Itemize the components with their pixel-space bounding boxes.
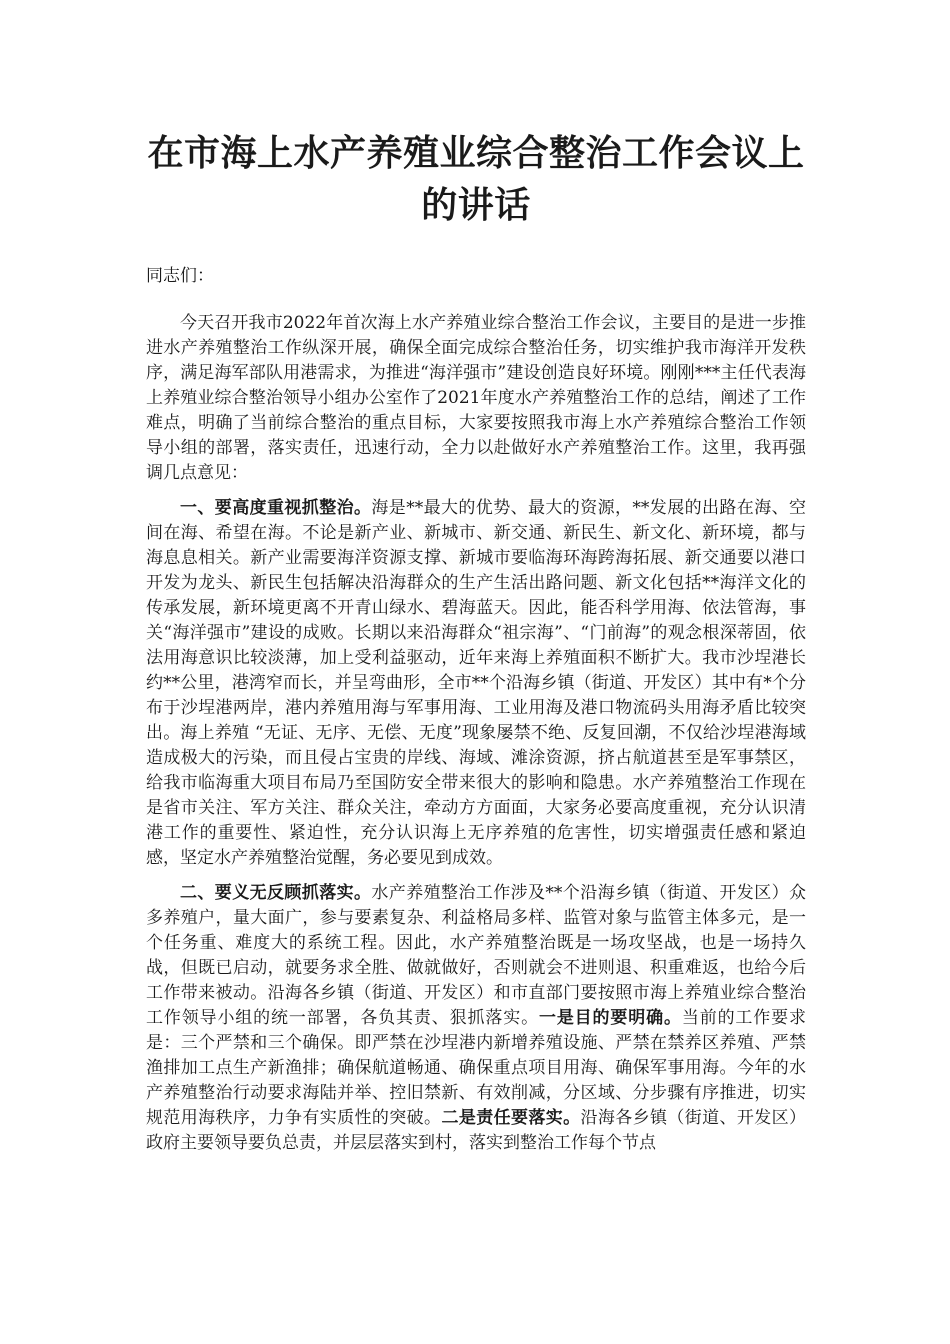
section-1-body: 海是**最大的优势、最大的资源，**发展的出路在海、空间在海、希望在海。不论是新产业、新城市、新交通、新民生、新文化、新环境，都与海息息相关。新产业需要海洋资源支撑、新城市要临海环海跨海拓展、新交通要以港口开发为龙头、新民生包括解决沿海群众的生产生活出路问题、新文化包括**海洋文化的传承发展，新环境更离不开青山绿水、碧海蓝天。因此，能否科学用海、依法管海，事关“海洋强市”建设的成败。长期以来沿海群众“祖宗海”、“门前海”的观念根深蒂固，依法用海意识比较淡薄，加上受利益驱动，近年来海上养殖面积不断扩大。我市沙埕港长约**公里，港湾窄而长，并呈弯曲形，全市**个沿海乡镇（街道、开发区）其中有*个分布于沙埕港两岸，港内养殖用海与军事用海、工业用海及港口物流码头用海矛盾比较突出。海上养殖 “无证、无序、无偿、无度”现象屡禁不绝、反复回潮，不仅给沙埕港海域造成极大的污染，而且侵占宝贵的岸线、海域、滩涂资源，挤占航道甚至是军事禁区，给我市临海重大项目布局乃至国防安全带来很大的影响和隐患。水产养殖整治工作现在是省市关注、军方关注、群众关注，牵动方方面面，大家务必要高度重视，充分认识清港工作的重要性、紧迫性，充分认识海上无序养殖的危害性，切实增强责任感和紧迫感，坚定水产养殖整治觉醒，务必要见到成效。 — [146, 498, 807, 868]
title-line-2: 的讲话 — [421, 185, 531, 226]
section-2-sub-2-body: 沿海各乡镇（街道、开发区）政府主要领导要负总责，并层层落实到村，落实到整治工作每个节点 — [146, 1108, 807, 1153]
title-line-1: 在市海上水产养殖业综合整治工作会议上 — [147, 133, 805, 174]
salutation: 同志们： — [146, 266, 214, 286]
document-title — [146, 128, 806, 232]
section-2-sub-1-body: 当前的工作要求是：三个严禁和三个确保。即严禁在沙埕港内新增养殖设施、严禁在禁养区养殖、严禁渔排加工点生产新渔排；确保航道畅通、确保重点项目用海、确保军事用海。今年的水产养殖整治行动要求海陆并举、控旧禁新、有效削减，分区域、分步骤有序推进，切实规范用海秩序，力争有实质性的突破。 — [146, 1008, 807, 1128]
section-2-body: 水产养殖整治工作涉及**个沿海乡镇（街道、开发区）众多养殖户，量大面广，参与要素复杂、利益格局多样、监管对象与监管主体多元，是一个任务重、难度大的系统工程。因此，水产养殖整治既是一场攻坚战，也是一场持久战，但既已启动，就要务求全胜、做就做好，否则就会不进则退、积重难返，也给今后工作带来被动。沿海各乡镇（街道、开发区）和市直部门要按照市海上养殖业综合整治工作领导小组的统一部署，各负其责、狠抓落实。 — [146, 883, 807, 1028]
document-page — [146, 128, 806, 1166]
section-2-heading: 二、要义无反顾抓落实。 — [180, 883, 372, 903]
section-1-paragraph — [146, 496, 806, 871]
section-2-sub-2-heading: 二是责任要落实。 — [441, 1108, 581, 1128]
section-2-sub-1-heading: 一是目的要明确。 — [538, 1008, 682, 1028]
section-2-paragraph — [146, 881, 806, 1156]
intro-paragraph: 今天召开我市2022年首次海上水产养殖业综合整治工作会议，主要目的是进一步推进水产养殖整治工作纵深开展，确保全面完成综合整治任务，切实维护我市海洋开发秩序，满足海军部队用港需求，为推进“海洋强市”建设创造良好环境。刚刚***主任代表海上养殖业综合整治领导小组办公室作了2021年度水产养殖整治工作的总结，阐述了工作难点，明确了当前综合整治的重点目标，大家要按照我市海上水产养殖综合整治工作领导小组的部署，落实责任，迅速行动，全力以赴做好水产养殖整治工作。这里，我再强调几点意见： — [146, 313, 806, 483]
section-1-heading: 一、要高度重视抓整治。 — [180, 498, 372, 518]
